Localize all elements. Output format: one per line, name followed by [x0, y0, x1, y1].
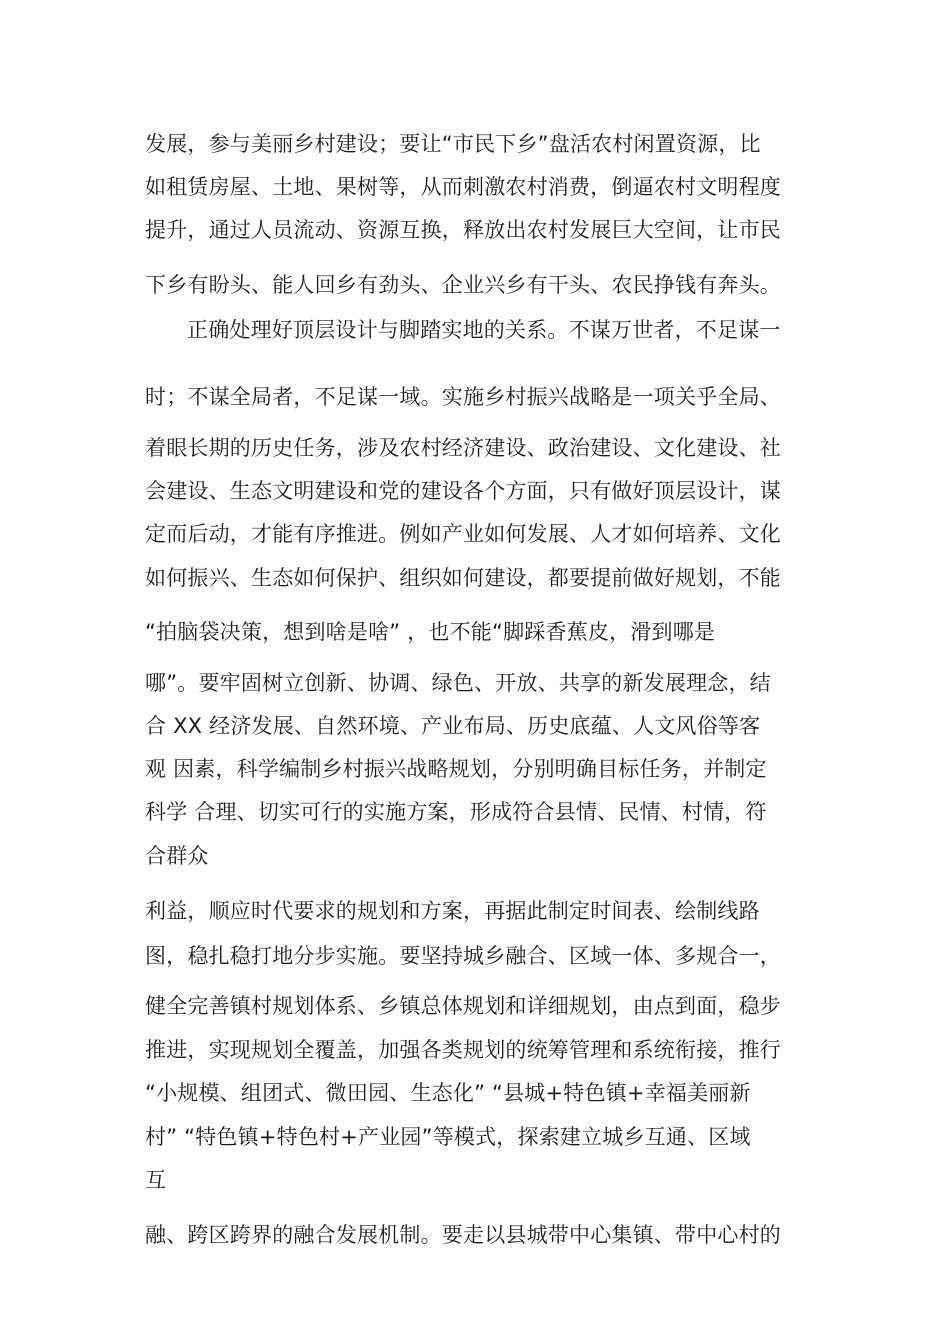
text-line: 提升，通过人员流动、资源互换，释放出农村发展巨大空间，让市民 — [145, 218, 781, 242]
text-line: 合群众 — [145, 844, 209, 868]
text-line: 推进，实现规划全覆盖，加强各类规划的统筹管理和系统衔接，推行 — [145, 1038, 781, 1062]
text-line: 互 — [145, 1168, 167, 1192]
text-line: 村” “特色镇+特色村+产业园”等模式，探索建立城乡互通、区域 — [145, 1125, 751, 1149]
text-line: 科学 合理、切实可行的实施方案，形成符合县情、民情、村情，符 — [145, 800, 767, 824]
text-line: 合 XX 经济发展、自然环境、产业布局、历史底蕴、人文风俗等客 — [145, 714, 761, 738]
text-line: 哪”。要牢固树立创新、协调、绿色、开放、共享的新发展理念，结 — [145, 671, 771, 695]
text-line: 下乡有盼头、能人回乡有劲头、企业兴乡有干头、农民挣钱有奔头。 — [145, 273, 781, 297]
text-line: 融、跨区跨界的融合发展机制。要走以县城带中心集镇、带中心村的 — [145, 1223, 781, 1247]
text-line: “拍脑袋决策，想到啥是啥” ，也不能“脚踩香蕉皮，滑到哪是 — [145, 620, 716, 644]
text-line: 健全完善镇村规划体系、乡镇总体规划和详细规划，由点到面，稳步 — [145, 994, 781, 1018]
text-line: 如租赁房屋、土地、果树等，从而刺激农村消费，倒逼农村文明程度 — [145, 175, 781, 199]
text-line: 观 因素，科学编制乡村振兴战略规划，分别明确目标任务，并制定 — [145, 757, 767, 781]
text-line: 发展，参与美丽乡村建设；要让“市民下乡”盘活农村闲置资源，比 — [145, 132, 761, 156]
text-line: 如何振兴、生态如何保护、组织如何建设，都要提前做好规划，不能 — [145, 566, 781, 590]
text-line: 会建设、生态文明建设和党的建设各个方面，只有做好顶层设计，谋 — [145, 479, 781, 503]
text-line: 时；不谋全局者，不足谋一域。实施乡村振兴战略是一项关乎全局、 — [145, 385, 781, 409]
text-line: 定而后动，才能有序推进。例如产业如何发展、人才如何培养、文化 — [145, 522, 781, 546]
text-line: 着眼长期的历史任务，涉及农村经济建设、政治建设、文化建设、社 — [145, 436, 781, 460]
paragraph-first-line: 正确处理好顶层设计与脚踏实地的关系。不谋万世者，不足谋一 — [187, 318, 781, 342]
text-line: 图，稳扎稳打地分步实施。要坚持城乡融合、区域一体、多规合一， — [145, 944, 781, 968]
text-line: 利益，顺应时代要求的规划和方案，再据此制定时间表、绘制线路 — [145, 899, 760, 923]
text-line: “小规模、组团式、微田园、生态化” “县城+特色镇+幸福美丽新 — [145, 1081, 751, 1105]
